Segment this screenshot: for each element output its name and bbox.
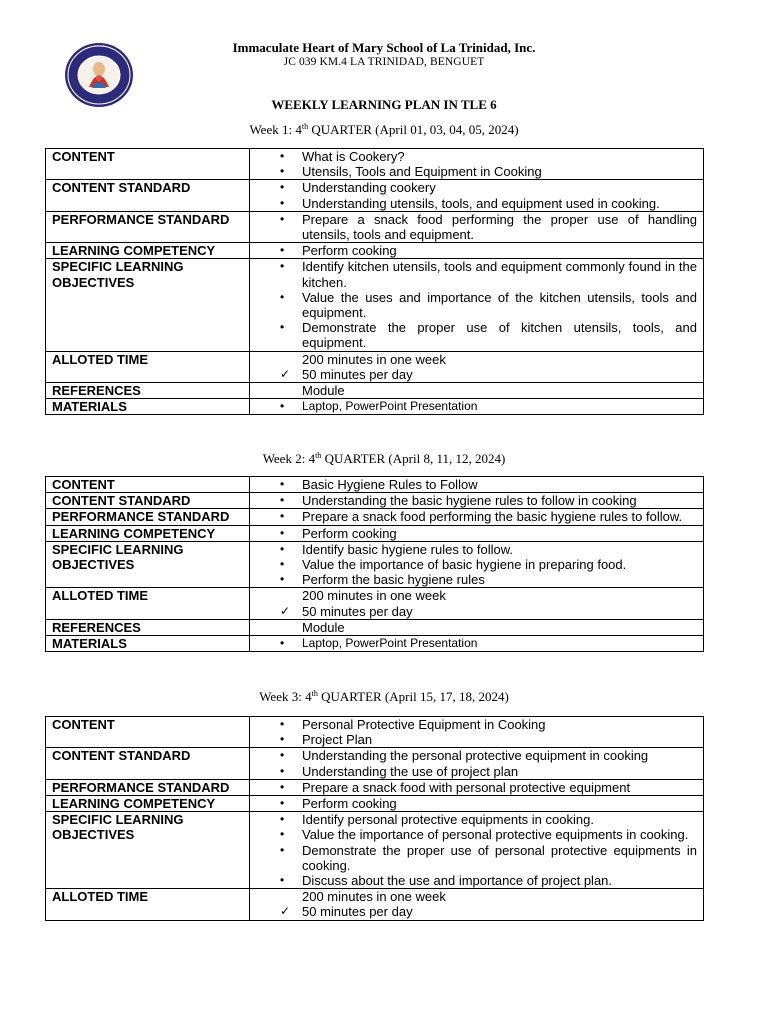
item-list <box>258 889 697 919</box>
row-value <box>250 509 704 525</box>
item-list <box>258 399 697 414</box>
row-value <box>250 383 704 399</box>
item-list <box>258 212 697 242</box>
item-list <box>258 620 697 635</box>
table-row <box>46 180 704 211</box>
row-label: ALLOTED TIME <box>46 588 250 619</box>
week-1-table <box>45 148 704 415</box>
list-item: • Understanding the personal protective equipment in cooking <box>258 748 697 763</box>
row-label: ALLOTED TIME <box>46 351 250 382</box>
table-row <box>46 779 704 795</box>
list-item: 200 minutes in one week <box>302 889 446 905</box>
row-label: PERFORMANCE STANDARD <box>46 211 250 242</box>
list-item: • Identify kitchen utensils, tools and equipment commonly found in the kitchen. <box>258 259 697 289</box>
plan-title: WEEKLY LEARNING PLAN IN TLE 6 <box>271 97 497 112</box>
list-item: • Personal Protective Equipment in Cooking <box>258 717 697 732</box>
table-row <box>46 351 704 382</box>
list-item: • Value the importance of basic hygiene in preparing food. <box>258 557 697 572</box>
row-label: LEARNING COMPETENCY <box>46 525 250 541</box>
list-item: • Demonstrate the proper use of kitchen utensils, tools, and equipment. <box>258 320 697 350</box>
list-item: Module <box>302 619 345 635</box>
table-row <box>46 796 704 812</box>
row-label: MATERIALS <box>46 399 250 415</box>
item-list <box>258 477 697 492</box>
list-item: Module <box>302 383 345 399</box>
table-row <box>46 748 704 779</box>
list-item: • Project Plan <box>258 732 697 747</box>
row-label: CONTENT <box>46 717 250 748</box>
week-1-heading: Week 1: 4th QUARTER (April 01, 03, 04, 05, 2024) <box>249 122 519 137</box>
row-value <box>250 619 704 635</box>
list-item: • Laptop, PowerPoint Presentation <box>258 636 697 651</box>
table-row <box>46 149 704 180</box>
item-list <box>258 180 697 210</box>
list-item: 200 minutes in one week <box>302 351 446 367</box>
table-row <box>46 211 704 242</box>
table-row <box>46 259 704 351</box>
row-label: REFERENCES <box>46 619 250 635</box>
document-header <box>0 0 768 140</box>
row-value <box>250 717 704 748</box>
item-list <box>258 493 697 508</box>
item-list <box>258 352 697 382</box>
row-label: ALLOTED TIME <box>46 889 250 920</box>
item-list <box>258 636 697 651</box>
row-label: LEARNING COMPETENCY <box>46 243 250 259</box>
row-label: SPECIFIC LEARNING OBJECTIVES <box>46 812 250 889</box>
list-item: • Understanding the basic hygiene rules to follow in cooking <box>258 493 697 508</box>
table-row <box>46 889 704 920</box>
row-value <box>250 779 704 795</box>
list-item: • Prepare a snack food with personal protective equipment <box>258 780 697 795</box>
table-row <box>46 509 704 525</box>
row-label: CONTENT <box>46 477 250 493</box>
row-value <box>250 351 704 382</box>
row-label: LEARNING COMPETENCY <box>46 796 250 812</box>
list-item: • Perform the basic hygiene rules <box>258 572 697 587</box>
row-label: CONTENT STANDARD <box>46 180 250 211</box>
row-value <box>250 180 704 211</box>
table-row <box>46 399 704 415</box>
row-label: CONTENT <box>46 149 250 180</box>
row-label: MATERIALS <box>46 636 250 652</box>
item-list <box>258 717 697 747</box>
item-list <box>258 509 697 524</box>
table-row <box>46 812 704 889</box>
row-value <box>250 525 704 541</box>
table-row <box>46 619 704 635</box>
item-list <box>258 149 697 179</box>
week-3-heading: Week 3: 4th QUARTER (April 15, 17, 18, 2024) <box>259 689 509 704</box>
item-list <box>258 588 697 618</box>
table-row <box>46 717 704 748</box>
list-item: • Laptop, PowerPoint Presentation <box>258 399 697 414</box>
row-value <box>250 541 704 588</box>
list-item: • Understanding utensils, tools, and equipment used in cooking. <box>258 196 697 211</box>
row-value <box>250 399 704 415</box>
item-list <box>258 780 697 795</box>
list-item: • Prepare a snack food performing the basic hygiene rules to follow. <box>258 509 697 524</box>
list-item: • Prepare a snack food performing the proper use of handling utensils, tools and equipment. <box>258 212 697 242</box>
list-item: 200 minutes in one week <box>302 588 446 604</box>
item-list <box>258 748 697 778</box>
table-row <box>46 493 704 509</box>
list-item: ✓ 50 minutes per day <box>258 367 697 382</box>
list-item: • Perform cooking <box>258 243 697 258</box>
list-item: • What is Cookery? <box>258 149 697 164</box>
row-value <box>250 588 704 619</box>
row-label: SPECIFIC LEARNING OBJECTIVES <box>46 541 250 588</box>
row-value <box>250 211 704 242</box>
row-label: CONTENT STANDARD <box>46 493 250 509</box>
row-value <box>250 149 704 180</box>
list-item: • Value the importance of personal protective equipments in cooking. <box>258 827 697 842</box>
row-value <box>250 477 704 493</box>
list-item: • Understanding cookery <box>258 180 697 195</box>
table-row <box>46 383 704 399</box>
item-list <box>258 796 697 811</box>
table-row <box>46 243 704 259</box>
row-label: CONTENT STANDARD <box>46 748 250 779</box>
row-value <box>250 796 704 812</box>
item-list <box>258 812 697 888</box>
list-item: • Identify personal protective equipments in cooking. <box>258 812 697 827</box>
row-label: SPECIFIC LEARNING OBJECTIVES <box>46 259 250 351</box>
list-item: • Demonstrate the proper use of personal protective equipments in cooking. <box>258 843 697 873</box>
row-label: PERFORMANCE STANDARD <box>46 779 250 795</box>
list-item: ✓ 50 minutes per day <box>258 904 697 919</box>
item-list <box>258 259 697 350</box>
list-item: ✓ 50 minutes per day <box>258 604 697 619</box>
item-list <box>258 526 697 541</box>
row-value <box>250 889 704 920</box>
item-list <box>258 383 697 398</box>
week-3-table <box>45 716 704 921</box>
list-item: • Identify basic hygiene rules to follow. <box>258 542 697 557</box>
school-name: Immaculate Heart of Mary School of La Trinidad, Inc. <box>232 40 536 55</box>
list-item: • Value the uses and importance of the kitchen utensils, tools and equipment. <box>258 290 697 320</box>
week-2-table <box>45 476 704 652</box>
table-row <box>46 636 704 652</box>
week-2-heading: Week 2: 4th QUARTER (April 8, 11, 12, 2024) <box>262 451 506 466</box>
row-value <box>250 259 704 351</box>
table-row <box>46 588 704 619</box>
row-label: PERFORMANCE STANDARD <box>46 509 250 525</box>
table-row <box>46 477 704 493</box>
row-value <box>250 243 704 259</box>
table-row <box>46 541 704 588</box>
school-address: JC 039 KM.4 LA TRINIDAD, BENGUET <box>283 56 485 68</box>
list-item: • Understanding the use of project plan <box>258 764 697 779</box>
row-value <box>250 812 704 889</box>
table-row <box>46 525 704 541</box>
item-list <box>258 542 697 588</box>
item-list <box>258 243 697 258</box>
row-value <box>250 748 704 779</box>
list-item: • Discuss about the use and importance of project plan. <box>258 873 697 888</box>
row-value <box>250 493 704 509</box>
list-item: • Perform cooking <box>258 796 697 811</box>
list-item: • Basic Hygiene Rules to Follow <box>258 477 697 492</box>
row-label: REFERENCES <box>46 383 250 399</box>
list-item: • Perform cooking <box>258 526 697 541</box>
row-value <box>250 636 704 652</box>
list-item: • Utensils, Tools and Equipment in Cooking <box>258 164 697 179</box>
